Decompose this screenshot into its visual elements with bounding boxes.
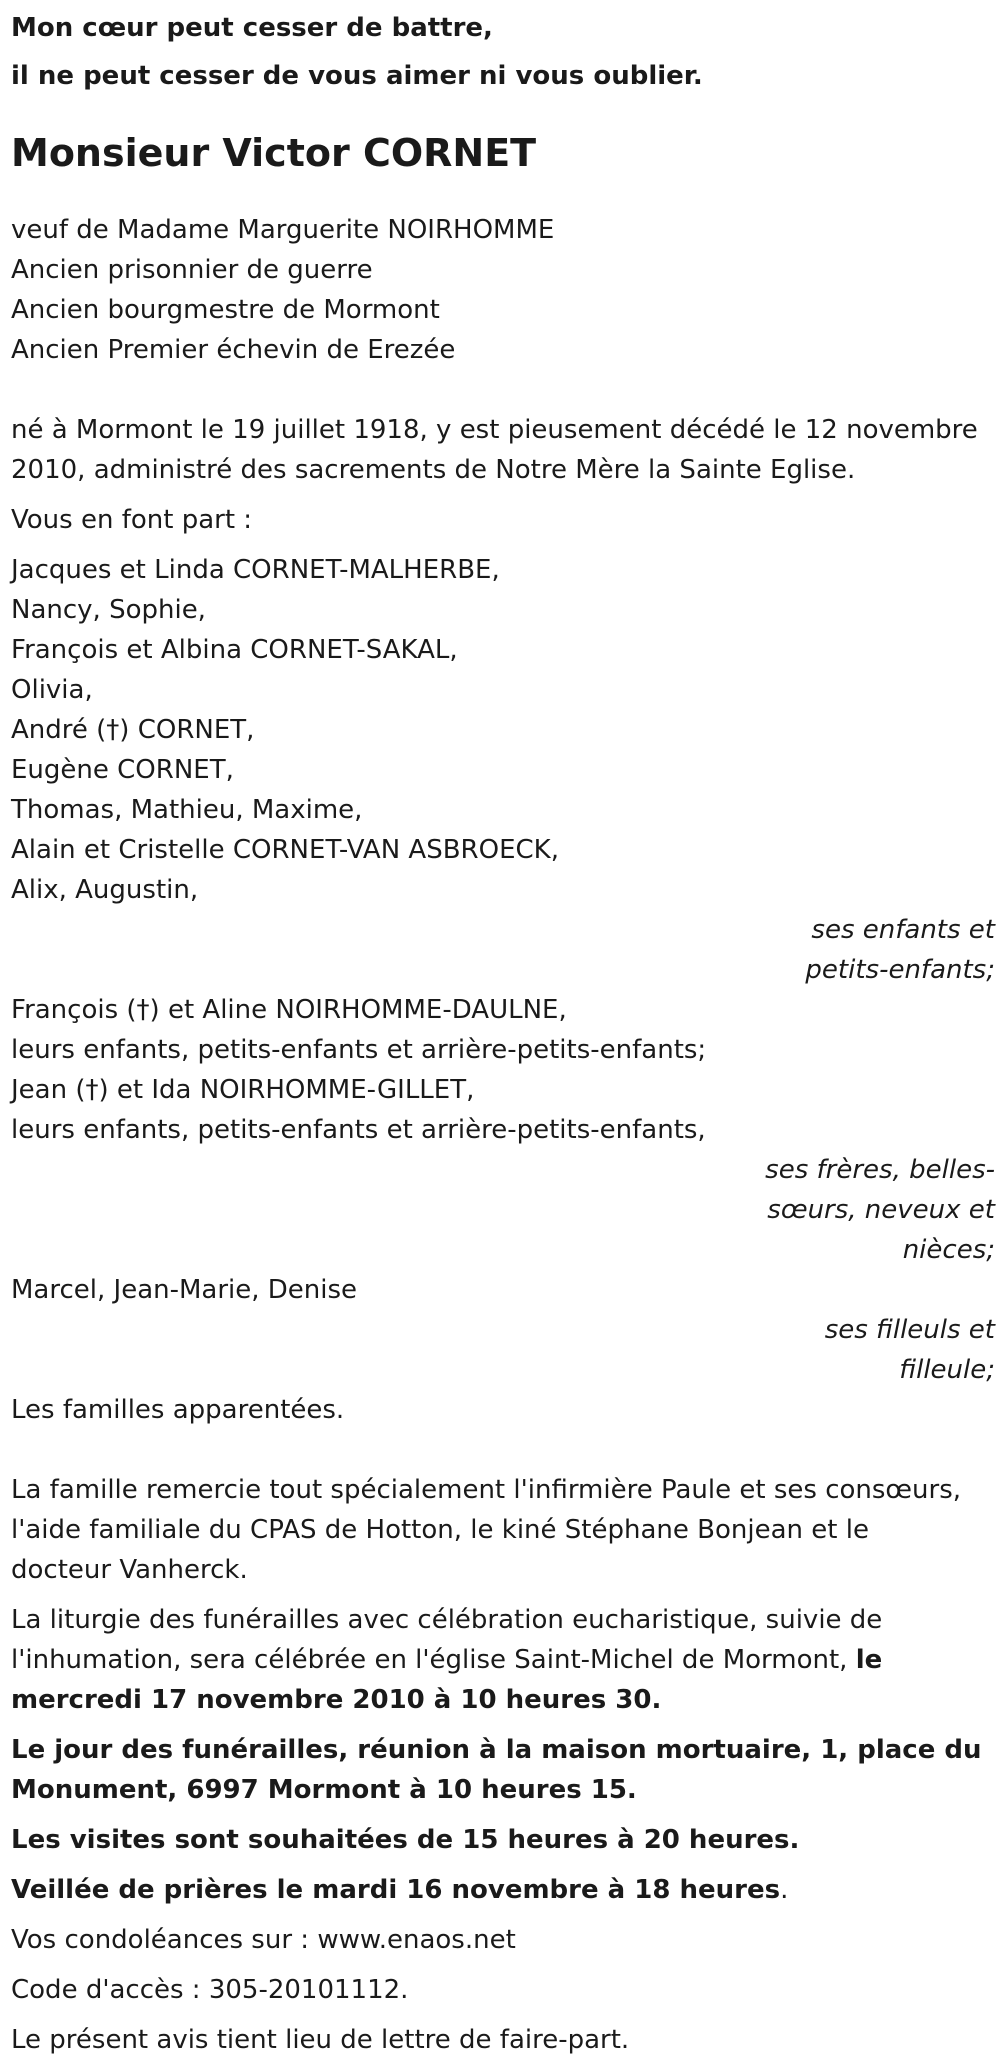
family-member-line: François (†) et Aline NOIRHOMME-DAULNE,	[11, 995, 567, 1025]
family-member-line: Alix, Augustin,	[11, 875, 199, 905]
vigil-period: .	[780, 1875, 789, 1905]
family-member-line: leurs enfants, petits-enfants et arrière-petits-enfants;	[11, 1035, 707, 1065]
family-member-line: François et Albina CORNET-SAKAL,	[11, 635, 458, 665]
family-member-line: Olivia,	[11, 675, 93, 705]
family-member-line: leurs enfants, petits-enfants et arrière-petits-enfants,	[11, 1115, 706, 1145]
visits-line: Les visites sont souhaitées de 15 heures à 20 heures.	[11, 1825, 800, 1855]
thanks-line: La famille remercie tout spécialement l'infirmière Paule et ses consœurs,	[11, 1475, 962, 1505]
title-line: Ancien prisonnier de guerre	[11, 255, 373, 285]
thanks-line: docteur Vanherck.	[11, 1555, 248, 1585]
family-member-line: Jean (†) et Ida NOIRHOMME-GILLET,	[11, 1075, 475, 1105]
role-line: petits-enfants;	[805, 955, 995, 985]
family-member-line: Alain et Cristelle CORNET-VAN ASBROECK,	[11, 835, 559, 865]
role-line: ses enfants et	[811, 915, 995, 945]
families-line: Les familles apparentées.	[11, 1395, 345, 1425]
godchildren-role	[11, 1310, 995, 1390]
role-line: nièces;	[902, 1235, 995, 1265]
siblings-role	[11, 1150, 995, 1270]
children-block	[11, 550, 995, 910]
title-line: veuf de Madame Marguerite NOIRHOMME	[11, 215, 555, 245]
liturgy-date: mercredi 17 novembre 2010 à 10 heures 30.	[11, 1685, 662, 1715]
meeting-line: Monument, 6997 Mormont à 10 heures 15.	[11, 1775, 637, 1805]
family-member-line: Nancy, Sophie,	[11, 595, 206, 625]
vigil-line	[11, 1870, 995, 1910]
thanks-block	[11, 1470, 995, 1590]
family-member-line: Jacques et Linda CORNET-MALHERBE,	[11, 555, 500, 585]
birth-death	[11, 410, 995, 490]
title-line: Ancien Premier échevin de Erezée	[11, 335, 456, 365]
role-line: sœurs, neveux et	[767, 1195, 995, 1225]
role-line: filleule;	[899, 1355, 995, 1385]
epigraph-line: il ne peut cesser de vous aimer ni vous oublier.	[11, 61, 703, 91]
role-line: ses frères, belles-	[765, 1155, 995, 1185]
birth-death-line: 2010, administré des sacrements de Notre Mère la Sainte Eglise.	[11, 455, 856, 485]
family-member-line: Thomas, Mathieu, Maxime,	[11, 795, 363, 825]
godchildren-line: Marcel, Jean-Marie, Denise	[11, 1275, 358, 1305]
birth-death-line: né à Mormont le 19 juillet 1918, y est pieusement décédé le 12 novembre	[11, 415, 978, 445]
family-member-line: André (†) CORNET,	[11, 715, 255, 745]
access-code-line: Code d'accès : 305-20101112.	[11, 1975, 409, 2005]
condolences-line: Vos condoléances sur : www.enaos.net	[11, 1925, 516, 1955]
siblings-block	[11, 990, 995, 1150]
obituary-notice	[11, 4, 995, 2060]
thanks-line: l'aide familiale du CPAS de Hotton, le kiné Stéphane Bonjean et le	[11, 1515, 869, 1545]
family-member-line: Eugène CORNET,	[11, 755, 234, 785]
epigraph	[11, 4, 995, 100]
deceased-name: Monsieur Victor CORNET	[11, 131, 537, 175]
liturgy-date-start: le	[855, 1645, 883, 1675]
meeting-line: Le jour des funérailles, réunion à la maison mortuaire, 1, place du	[11, 1735, 982, 1765]
meeting-block	[11, 1730, 995, 1810]
notice-line: Le présent avis tient lieu de lettre de faire-part.	[11, 2025, 630, 2055]
liturgy-block	[11, 1600, 995, 1720]
liturgy-line: La liturgie des funérailles avec célébration eucharistique, suivie de	[11, 1605, 883, 1635]
announce-text: Vous en font part :	[11, 505, 253, 535]
role-line: ses filleuls et	[824, 1315, 995, 1345]
title-line: Ancien bourgmestre de Mormont	[11, 295, 440, 325]
vigil-text: Veillée de prières le mardi 16 novembre à 18 heures	[11, 1875, 781, 1905]
children-role	[11, 910, 995, 990]
titles-block	[11, 210, 995, 370]
liturgy-line	[11, 1640, 995, 1680]
epigraph-line: Mon cœur peut cesser de battre,	[11, 13, 493, 43]
liturgy-text: l'inhumation, sera célébrée en l'église Saint-Michel de Mormont,	[11, 1645, 856, 1675]
